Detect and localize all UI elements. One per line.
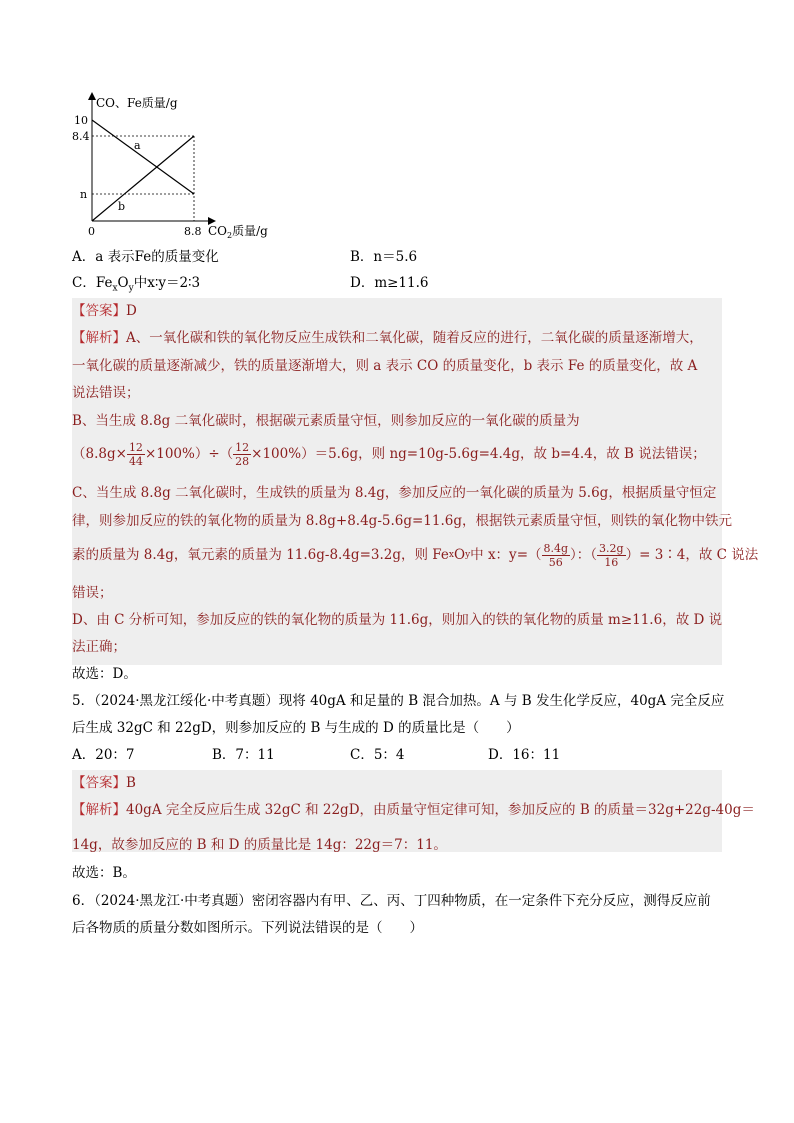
q5-option-b: B．7：11 — [212, 747, 275, 763]
q4-analysis-c-line-4: 错误； — [72, 585, 113, 601]
q6-stem-line-2: 后各物质的质量分数如图所示。下列说法错误的是（ ） — [72, 920, 423, 936]
q5-answer: 【答案】B — [72, 775, 136, 791]
q4-analysis-b-line-1: B、当生成 8.8g 二氧化碳时，根据碳元素质量守恒，则参加反应的一氧化碳的质量为 — [72, 413, 580, 429]
label-a: a — [134, 139, 141, 152]
q4-analysis-c-line-1: C、当生成 8.8g 二氧化碳时，生成铁的质量为 8.4g，参加反应的一氧化碳的质量为 5.6g，根据质量守恒定 — [72, 485, 717, 501]
q4-answer-block — [72, 298, 722, 665]
q4-option-c: C．$Fe_xO_y$中x∶y＝2∶3 — [72, 275, 201, 294]
q4-analysis-b-formula: （8.8g× $\frac{12}{44}$ ×100%）÷（ $\frac{12}{28}$ ×100%）＝5.6g，则 ng=10g-5.6g=4.4g，故 b=4.4，故 B 说法错误； — [72, 440, 706, 468]
origin-label: 0 — [88, 225, 95, 238]
q4-analysis-c-line-2: 律，则参加反应的铁的氧化物的质量为 8.8g+8.4g-5.6g=11.6g，根据铁元素质量守恒，则铁的氧化物中铁元 — [72, 513, 733, 529]
q5-option-d: D．16：11 — [488, 747, 561, 763]
q4-analysis-line-3: 说法错误； — [72, 385, 140, 401]
q4-analysis-d-line-2: 法正确； — [72, 639, 126, 655]
q5-stem-line-2: 后生成 32gC 和 22gD，则参加反应的 B 与生成的 D 的质量比是（ ） — [72, 720, 520, 736]
fraction-8-4-56: $\frac{8.4g}{56}$ — [543, 541, 569, 569]
fraction-12-28: $\frac{12}{28}$ — [235, 440, 250, 468]
q6-stem-line-1: 6．（2024·黑龙江·中考真题）密闭容器内有甲、乙、丙、丁四种物质，在一定条件下充分反应，测得反应前 — [72, 893, 711, 909]
q4-option-d: D．m≥11.6 — [350, 275, 429, 291]
mass-graph — [72, 90, 292, 240]
y-tick-n: n — [80, 188, 88, 201]
q4-analysis-line-1: 【解析】A、一氧化碳和铁的氧化物反应生成铁和二氧化碳，随着反应的进行，二氧化碳的质量逐渐增大， — [72, 330, 703, 346]
q4-analysis-d-line-1: D、由 C 分析可知，参加反应的铁的氧化物的质量为 11.6g，则加入的铁的氧化物的质量 m≥11.6，故 D 说 — [72, 612, 723, 628]
q5-stem-line-1: 5．（2024·黑龙江绥化·中考真题）现将 40gA 和足量的 B 混合加热。A 与 B 发生化学反应，40gA 完全反应 — [72, 693, 725, 709]
q5-choose: 故选：B。 — [72, 865, 136, 881]
q5-option-c: C．5：4 — [350, 747, 405, 763]
x-axis-label: $CO_2$质量/g — [208, 224, 268, 240]
q4-option-a: A．a 表示Fe的质量变化 — [72, 249, 219, 265]
q4-analysis-line-2: 一氧化碳的质量逐渐减少，铁的质量逐渐增大，则 a 表示 CO 的质量变化，b 表示 Fe 的质量变化，故 A — [72, 358, 698, 374]
line-a — [92, 120, 194, 194]
y-tick-10: 10 — [74, 114, 88, 127]
q4-analysis-c-line-3: 素的质量为 8.4g，氧元素的质量为 11.6g-8.4g=3.2g，则 Fe x O y 中 x：y=（ $\frac{8.4g}{56}$ ）：（ $\frac{3.2g}{16}$ ）= 3∶4，故 C 说法 — [72, 541, 759, 569]
x-tick-8-8: 8.8 — [184, 225, 202, 238]
fraction-3-2-16: $\frac{3.2g}{16}$ — [599, 541, 624, 569]
q4-option-b: B．n＝5.6 — [350, 249, 418, 265]
fraction-12-44: $\frac{12}{44}$ — [128, 440, 143, 468]
q5-option-a: A．20：7 — [72, 747, 135, 763]
line-b — [92, 136, 194, 221]
label-b: b — [118, 200, 126, 213]
y-tick-8-4: 8.4 — [72, 130, 90, 143]
q5-analysis-line-1: 【解析】40gA 完全反应后生成 32gC 和 22gD，由质量守恒定律可知，参加反应的 B 的质量＝32g+22g-40g＝ — [72, 802, 755, 818]
q5-analysis-line-2: 14g，故参加反应的 B 和 D 的质量比是 14g：22g＝7：11。 — [72, 837, 447, 853]
q4-answer: 【答案】D — [72, 303, 137, 319]
y-axis-label: CO、Fe质量/g — [96, 96, 178, 110]
q4-choose: 故选：D。 — [72, 666, 137, 682]
